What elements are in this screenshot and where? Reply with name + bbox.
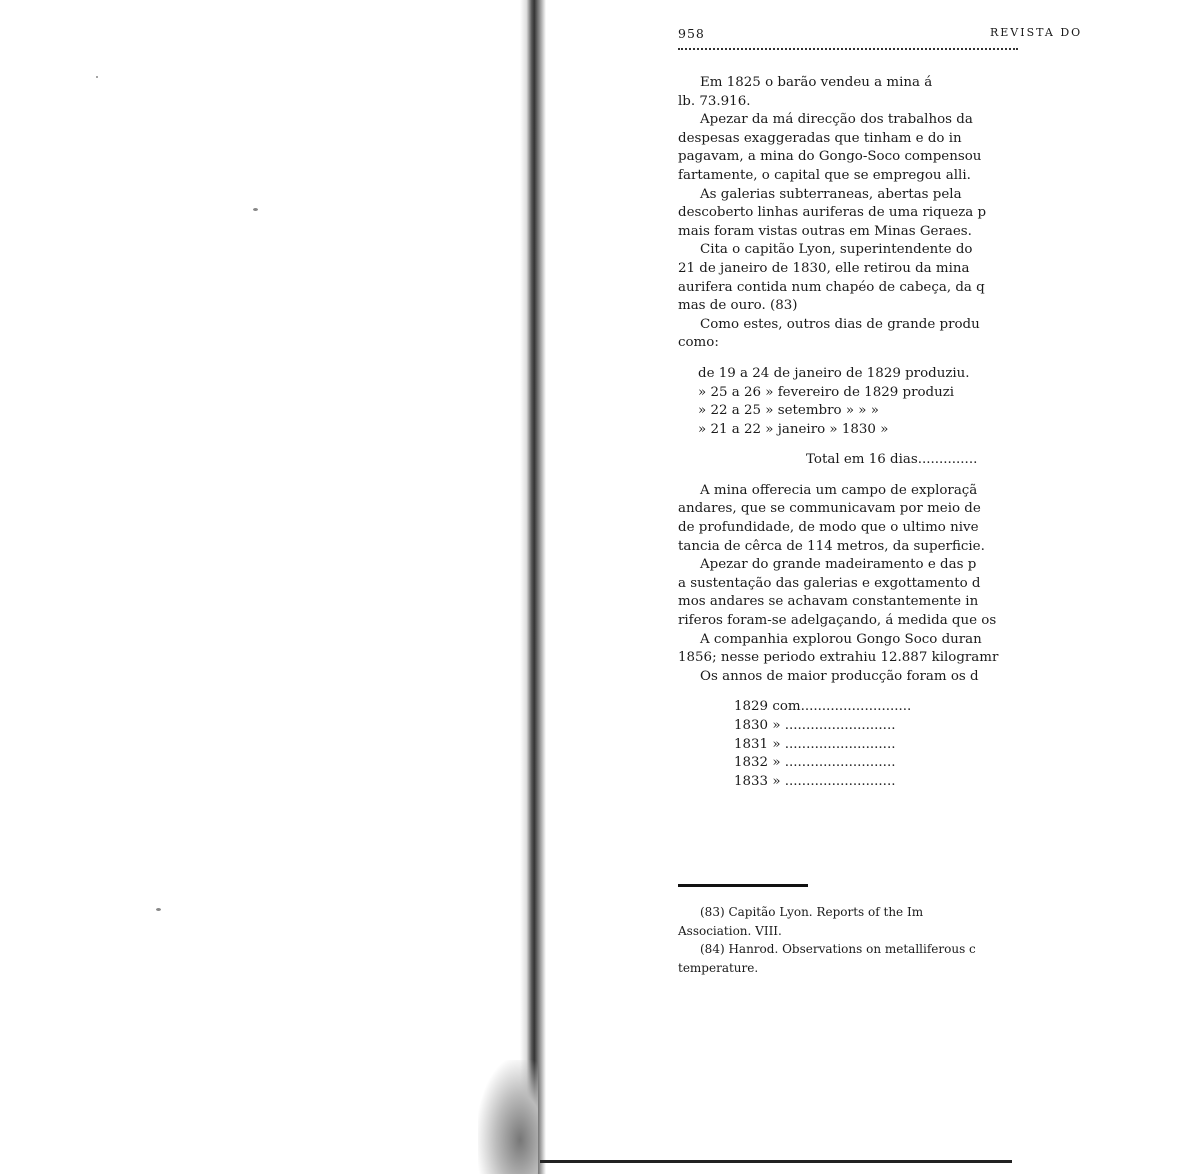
text-line: As galerias subterraneas, abertas pela bbox=[700, 186, 962, 202]
footnote-rule bbox=[678, 884, 808, 887]
text-line: Apezar do grande madeiramento e das p bbox=[700, 557, 977, 573]
footnote-line: (83) Capitão Lyon. Reports of the Im bbox=[700, 905, 924, 919]
text-line: Total em 16 dias.............. bbox=[806, 452, 978, 468]
header-rule bbox=[678, 48, 1018, 50]
text-line: aurifera contida num chapéo de cabeça, da q bbox=[678, 279, 985, 295]
text-line: A mina offerecia um campo de exploraçã bbox=[700, 482, 978, 498]
text-line: 1832 » .......................... bbox=[734, 755, 896, 771]
text-line: » 22 a 25 » setembro » » » bbox=[698, 403, 879, 419]
text-line: » 25 a 26 » fevereiro de 1829 produzi bbox=[698, 384, 955, 400]
text-line: mos andares se achavam constantemente in bbox=[678, 594, 979, 610]
text-line: Os annos de maior producção foram os d bbox=[700, 668, 979, 684]
text-line bbox=[678, 686, 1198, 698]
text-line: 1830 » .......................... bbox=[734, 718, 896, 733]
text-line: riferos foram-se adelgaçando, á medida que os bbox=[678, 613, 997, 629]
text-line: a sustentação das galerias e exgottamento d bbox=[678, 575, 981, 591]
text-line bbox=[678, 439, 1198, 451]
text-line: lb. 73.916. bbox=[678, 93, 751, 109]
page-bottom-edge bbox=[540, 1160, 1012, 1163]
text-line: pagavam, a mina do Gongo-Soco compensou bbox=[678, 149, 982, 165]
text-line: 1856; nesse periodo extrahiu 12.887 kilogramr bbox=[678, 650, 999, 666]
text-line: Apezar da má direcção dos trabalhos da bbox=[700, 112, 973, 128]
page-number: 958 bbox=[678, 26, 705, 41]
text-line: A companhia explorou Gongo Soco duran bbox=[700, 631, 982, 647]
footnote-line: temperature. bbox=[678, 960, 759, 975]
text-line: como: bbox=[678, 335, 719, 351]
footnote-line: Association. VIII. bbox=[678, 923, 782, 938]
text-line bbox=[678, 470, 1198, 482]
text-line: andares, que se communicavam por meio de bbox=[678, 501, 981, 517]
text-line: » 21 a 22 » janeiro » 1830 » bbox=[698, 421, 889, 437]
text-line: mais foram vistas outras em Minas Geraes. bbox=[678, 223, 972, 239]
document-page bbox=[560, 20, 1083, 1150]
text-line: Em 1825 o barão vendeu a mina á bbox=[700, 75, 933, 90]
text-line: 1829 com.......................... bbox=[734, 699, 912, 715]
scan-speck bbox=[253, 208, 258, 211]
scan-speck bbox=[96, 76, 98, 78]
text-line: de profundidade, de modo que o ultimo nive bbox=[678, 520, 979, 536]
text-line: despesas exaggeradas que tinham e do in bbox=[678, 130, 962, 146]
text-line: de 19 a 24 de janeiro de 1829 produziu. bbox=[698, 365, 970, 381]
page-fold-shadow bbox=[478, 1060, 538, 1174]
text-line bbox=[678, 353, 1198, 365]
text-line: tancia de cêrca de 114 metros, da superficie. bbox=[678, 538, 985, 554]
footnote-line: (84) Hanrod. Observations on metalliferous c bbox=[700, 942, 976, 957]
scan-speck bbox=[156, 908, 161, 911]
footnotes bbox=[678, 904, 1198, 978]
text-line: 21 de janeiro de 1830, elle retirou da mina bbox=[678, 260, 970, 276]
text-line: Cita o capitão Lyon, superintendente do bbox=[700, 242, 973, 258]
text-line: descoberto linhas auriferas de uma riqueza p bbox=[678, 205, 987, 221]
body-text bbox=[678, 74, 1198, 791]
text-line: fartamente, o capital que se empregou alli. bbox=[678, 167, 971, 183]
text-line: 1831 » .......................... bbox=[734, 736, 896, 752]
text-line: Como estes, outros dias de grande produ bbox=[700, 316, 980, 332]
book-gutter-shadow bbox=[520, 0, 546, 1174]
text-line: mas de ouro. (83) bbox=[678, 298, 798, 314]
running-title: REVISTA DO bbox=[990, 26, 1083, 39]
text-line: 1833 » .......................... bbox=[734, 773, 896, 789]
